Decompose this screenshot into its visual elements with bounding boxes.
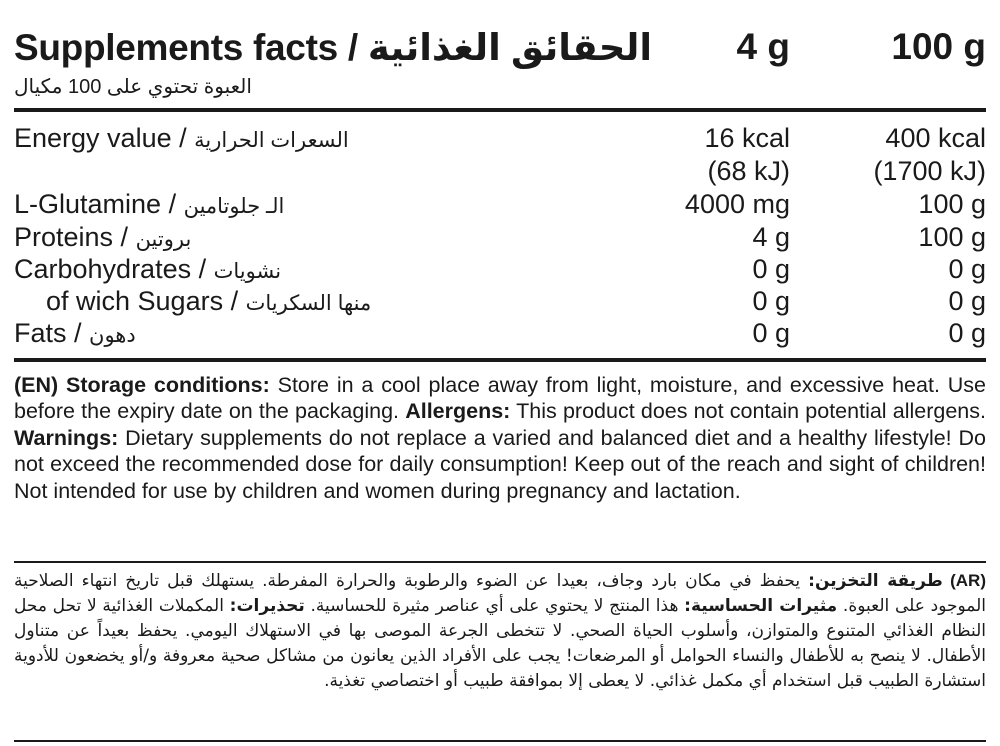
nutrient-row-glutamine <box>14 188 986 220</box>
warnings-text-ar: المكملات الغذائية لا تحل محل النظام الغذائي المتنوع والمتوازن، وأسلوب الحياة الصحي. لا تتخطى الجرعة الموصى بها في الاستهلاك اليومي. يحفظ بعيداً عن متناول الأطفال. لا ينصح به للأطفال والنساء الحوامل أو المرضعات! يجب على الأفراد الذين يعانون من مشاكل صحية معروفة و/أو يخضعون للأدوية استشارة الطبيب قبل استخدام أي مكمل غذائي. لا يعطى إلا بموافقة طبيب أو اختصاصي تغذية. <box>14 596 986 691</box>
nutrient-label: Proteins / بروتين <box>14 222 192 252</box>
allergens-text-ar: هذا المنتج لا يحتوي على أي عناصر مثيرة للحساسية. <box>304 596 685 616</box>
warnings-label-ar: تحذيرات: <box>229 596 305 616</box>
warnings-text-en: Dietary supplements do not replace a varied and balanced diet and a healthy lifestyle! Do not exceed the recommended dose for daily consumption! Keep out of the reach and sight of children! Not intended for use by children and women during pregnancy and lactation. <box>14 425 986 503</box>
divider-language <box>14 561 986 563</box>
divider-top <box>14 108 986 112</box>
value-100g-kj: (1700 kJ) <box>873 156 986 186</box>
value-4g: 0 g <box>752 254 790 284</box>
nutrient-row-fats <box>14 317 986 349</box>
english-instructions <box>14 372 986 504</box>
column-header-100g: 100 g <box>891 26 986 67</box>
allergens-label-en: Allergens: <box>405 399 511 424</box>
servings-note: العبوة تحتوي على 100 مكيال <box>14 76 252 98</box>
value-100g: 100 g <box>918 189 986 219</box>
facts-title: Supplements facts / الحقائق الغذائية <box>14 27 653 68</box>
nutrient-row-carbohydrates <box>14 253 986 285</box>
nutrient-label: Fats / دهون <box>14 318 136 348</box>
value-4g: 16 kcal <box>704 123 790 153</box>
nutrient-row-proteins <box>14 221 986 253</box>
storage-text-en: Store in a cool place away from light, moisture, and excessive heat. Use before the expiry date on the packaging. <box>14 373 986 424</box>
lang-tag-ar: (AR) <box>942 571 986 590</box>
value-4g: 0 g <box>752 318 790 348</box>
arabic-instructions <box>14 568 986 694</box>
value-100g: 0 g <box>948 254 986 284</box>
nutrient-label: Carbohydrates / نشويات <box>14 254 282 284</box>
lang-tag-en: (EN) <box>14 373 67 397</box>
divider-middle <box>14 358 986 362</box>
facts-header <box>14 26 986 70</box>
divider-bottom <box>14 740 986 742</box>
nutrient-row-sugars <box>14 285 986 317</box>
value-100g: 100 g <box>918 222 986 252</box>
value-100g: 400 kcal <box>885 123 986 153</box>
column-header-4g: 4 g <box>736 26 790 67</box>
storage-label-ar: طريقة التخزين: <box>808 571 943 591</box>
storage-text-ar: يحفظ في مكان بارد وجاف، بعيدا عن الضوء والرطوبة والحرارة المفرطة. يستهلك قبل تاريخ انتهاء الصلاحية الموجود على العبوة. <box>14 571 986 616</box>
value-100g: 0 g <box>948 318 986 348</box>
warnings-label-en: Warnings: <box>14 425 119 450</box>
storage-label-en: Storage conditions: <box>66 373 270 397</box>
value-4g: 0 g <box>752 286 790 316</box>
nutrient-label: of wich Sugars / منها السكريات <box>46 286 372 316</box>
nutrient-row-energy-kj <box>14 155 986 187</box>
value-4g: 4 g <box>752 222 790 252</box>
nutrient-row-energy <box>14 122 986 154</box>
value-100g: 0 g <box>948 286 986 316</box>
nutrient-label: Energy value / السعرات الحرارية <box>14 123 349 153</box>
allergens-label-ar: مثيرات الحساسية: <box>684 596 838 616</box>
allergens-text-en: This product does not contain potential allergens. <box>510 399 986 424</box>
value-4g: 4000 mg <box>684 189 790 219</box>
nutrient-label: L-Glutamine / الـ جلوتامين <box>14 189 285 219</box>
value-4g-kj: (68 kJ) <box>707 156 790 186</box>
